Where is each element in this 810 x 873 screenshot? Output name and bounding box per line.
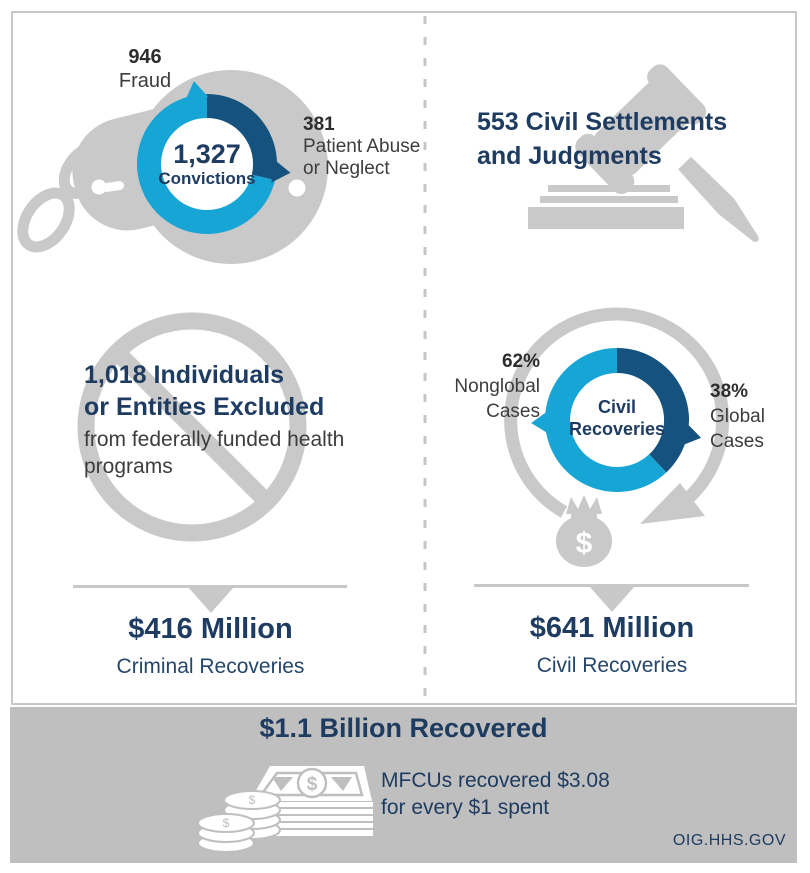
nonglobal-callout: 62% Nonglobal Cases <box>454 351 540 422</box>
abuse-callout: 381 Patient Abuse or Neglect <box>303 114 421 179</box>
svg-text:$: $ <box>222 816 230 830</box>
gavel-icon <box>528 60 798 289</box>
total-recovered-title: $1.1 Billion Recovered <box>259 713 548 743</box>
criminal-recoveries-value: $416 Million <box>128 613 293 645</box>
money-stack-icon <box>198 766 373 852</box>
website-text: OIG.HHS.GOV <box>672 832 786 849</box>
fraud-value: 946 <box>128 46 162 68</box>
civil-recoveries-center-label: Civil Recoveries <box>568 397 666 439</box>
dollar-sign: $ <box>575 527 593 560</box>
civil-recoveries-value: $641 Million <box>529 612 695 644</box>
civil-recoveries-stat: $641 Million Civil Recoveries <box>472 612 752 678</box>
coin-stack-icon <box>198 791 280 852</box>
fraud-callout <box>95 45 195 93</box>
exclusions-text: 1,018 Individuals or Entities Excluded from federally funded health programs <box>84 361 345 478</box>
convictions-center-label: 1,327 Convictions <box>137 139 277 189</box>
convictions-total: 1,327 <box>173 139 241 169</box>
bill-dollar-sign: $ <box>306 774 318 795</box>
roi-text: MFCUs recovered $3.08 for every $1 spent <box>381 769 610 819</box>
pointer-right <box>474 584 749 612</box>
criminal-recoveries-stat: $416 Million Criminal Recoveries <box>72 613 349 679</box>
fraud-label: Fraud <box>118 70 172 92</box>
civil-settlements-heading: 553 Civil Settlements and Judgments <box>477 108 728 170</box>
global-callout: 38% Global Cases <box>710 381 765 452</box>
abuse-value: 381 <box>303 114 335 135</box>
svg-text:$: $ <box>248 793 256 807</box>
pointer-left <box>73 585 347 613</box>
